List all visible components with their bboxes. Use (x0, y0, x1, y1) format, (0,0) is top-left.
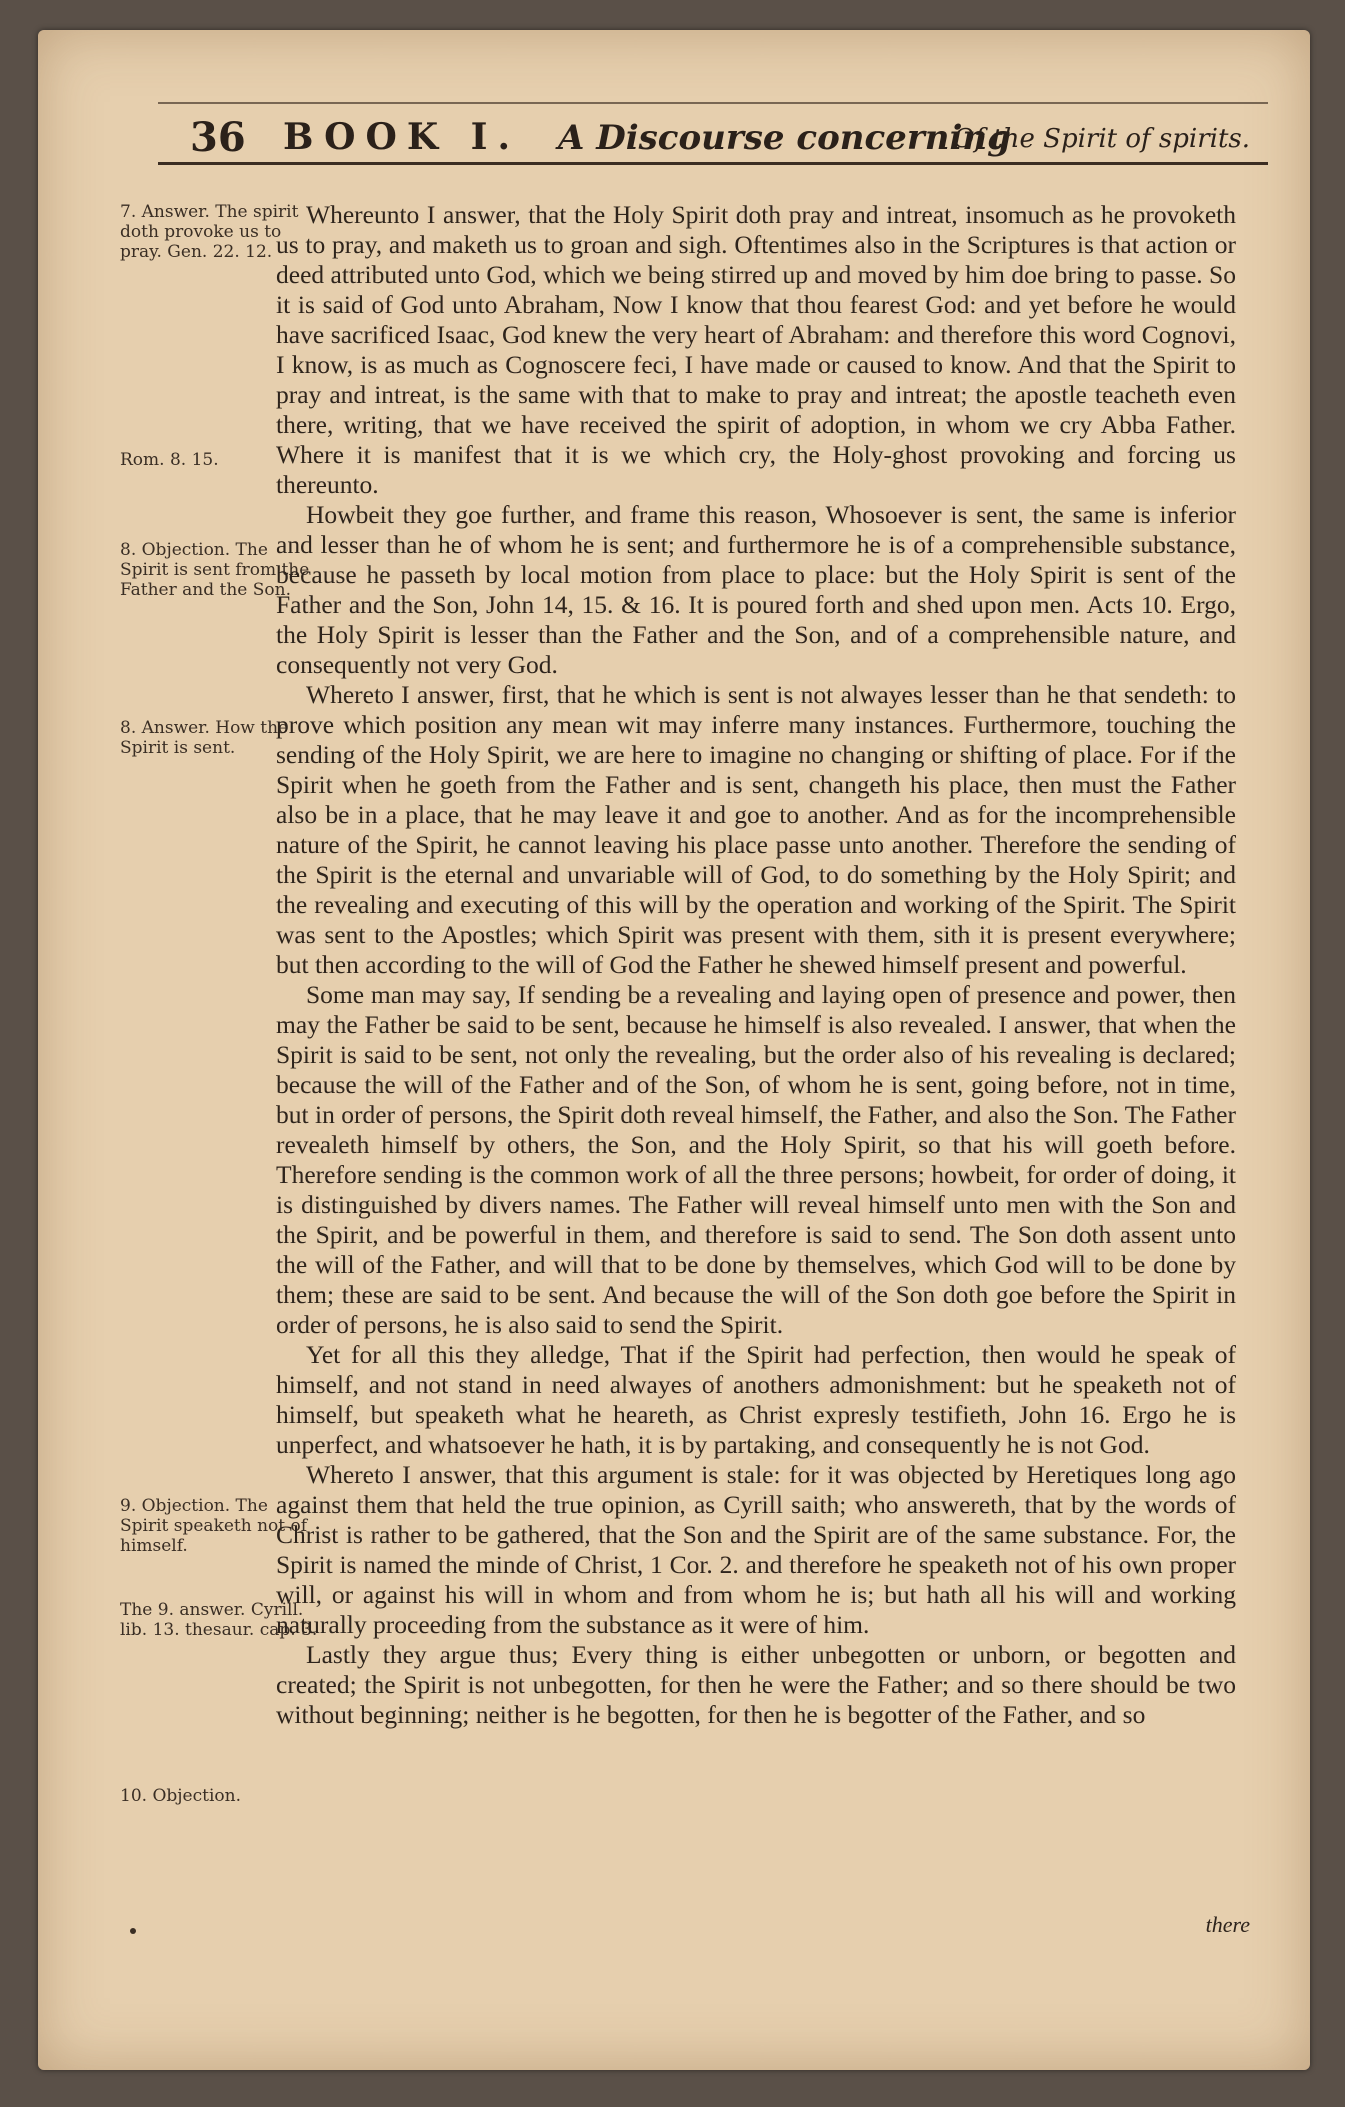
paragraph: Some man may say, If sending be a revealing and laying open of presence and power, then may the Father be said to be sent, because he himself is also revealed. I answer, that when the Spirit is said to be sent, not only the revealing, but the order also of his revealing is declared; because the will of the Father and of the Son, of whom he is sent, going before, not in time, but in order of persons, the Spirit doth reveal himself, the Father, and also the Son. The Father revealeth himself by others, the Son, and the Holy Spirit, so that his will goeth before. Therefore sending is the common work of all the three persons; howbeit, for order of doing, it is distinguished by divers names. The Father will reveal himself unto men with the Son and the Spirit, and be powerful in them, and therefore is said to send. The Son doth assent unto the will of the Father, and will that to be done by themselves, which God will to be done by them; these are said to be sent. And because the will of the Son doth goe before the Spirit in order of persons, he is also said to send the Spirit. (276, 980, 1236, 1339)
paragraph: Howbeit they goe further, and frame this reason, Whosoever is sent, the same is inferior and lesser than he of whom he is sent; and furthermore he is of a comprehensible substance, because he passeth by local motion from place to place: but the Holy Spirit is sent of the Father and the Son, John 14, 15. & 16. It is poured forth and shed upon men. Acts 10. Ergo, the Holy Spirit is lesser than the Father and the Son, and of a comprehensible nature, and consequently not very God. (276, 500, 1236, 679)
page-number: 36 (190, 114, 246, 161)
ink-dot (130, 1928, 136, 1934)
paragraph: Whereunto I answer, that the Holy Spirit doth pray and intreat, insomuch as he provoketh us to pray, and maketh us to groan and sigh. Oftentimes also in the Scriptures is that action or deed attributed unto God, which we being stirred up and moved by him doe bring to passe. So it is said of God unto Abraham, Now I know that thou fearest God: and yet before he would have sacrificed Isaac, God knew the very heart of Abraham: and therefore this word Cognovi, I know, is as much as Cognoscere feci, I have made or caused to know. And that the Spirit to pray and intreat, is the same with that to make to pray and intreat; the apostle teacheth even there, writing, that we have received the spirit of adoption, in whom we cry Abba Father. Where it is manifest that it is we which cry, the Holy-ghost provoking and forcing us thereunto. (276, 200, 1236, 499)
header-rule-top (158, 102, 1268, 104)
book-page (38, 30, 1310, 2070)
margin-note: 7. Answer. The spirit doth provoke us to pray. Gen. 22. 12. (120, 202, 299, 262)
margin-note: 8. Objection. The Spirit is sent from the Father and the Son. (120, 540, 310, 600)
book-label: BOOK I. (283, 116, 521, 158)
margin-note: 10. Objection. (120, 1786, 241, 1806)
margin-note: 8. Answer. How the Spirit is sent. (120, 718, 289, 758)
margin-note: The 9. answer. Cyrill. lib. 13. thesaur. cap. 3. (120, 1600, 318, 1640)
paragraph: Whereto I answer, first, that he which is sent is not alwayes lesser than he that sendeth: to prove which position any mean wit may inferre many instances. Furthermore, touching the sending of the Holy Spirit, we are here to imagine no changing or shifting of place. For if the Spirit when he goeth from the Father and is sent, changeth his place, then must the Father also be in a place, that he may leave it and goe to another. And as for the incomprehensible nature of the Spirit, he cannot leaving his place passe unto another. Therefore the sending of the Spirit is the eternal and unvariable will of God, to do something by the Holy Spirit; and the revealing and executing of this will by the operation and working of the Spirit. The Spirit was sent to the Apostles; which Spirit was present with them, sith it is present everywhere; but then according to the will of God the Father he shewed himself present and powerful. (276, 680, 1236, 979)
running-title: Of the Spirit of spirits. (953, 124, 1250, 154)
paragraph: Lastly they argue thus; Every thing is either unbegotten or unborn, or begotten and created; the Spirit is not unbegotten, for then he were the Father; and so there should be two without beginning; neither is he begotten, for then he is begotter of the Father, and so (276, 1640, 1236, 1729)
paragraph: Yet for all this they alledge, That if the Spirit had perfection, then would he speak of himself, and not stand in need alwayes of anothers admonishment: but he speaketh not of himself, but speaketh what he heareth, as Christ expresly testifieth, John 16. Ergo he is unperfect, and whatsoever he hath, it is by partaking, and consequently he is not God. (276, 1340, 1236, 1459)
catchword: there (1205, 1912, 1250, 1937)
body-text (276, 200, 1236, 1730)
running-header (38, 30, 1310, 170)
margin-note: 9. Objection. The Spirit speaketh not of himself. (120, 1496, 308, 1556)
paragraph: Whereto I answer, that this argument is stale: for it was objected by Heretiques long ago against them that held the true opinion, as Cyrill saith; who answereth, that by the words of Christ is rather to be gathered, that the Son and the Spirit are of the same substance. For, the Spirit is named the minde of Christ, 1 Cor. 2. and therefore he speaketh not of his own proper will, or against his will in whom and from whom he is; but hath all his will and working naturally proceeding from the substance as it were of him. (276, 1460, 1236, 1639)
header-rule-bottom (158, 162, 1268, 165)
margin-note: Rom. 8. 15. (120, 450, 219, 470)
page-title: A Discourse concerning (558, 118, 1011, 158)
